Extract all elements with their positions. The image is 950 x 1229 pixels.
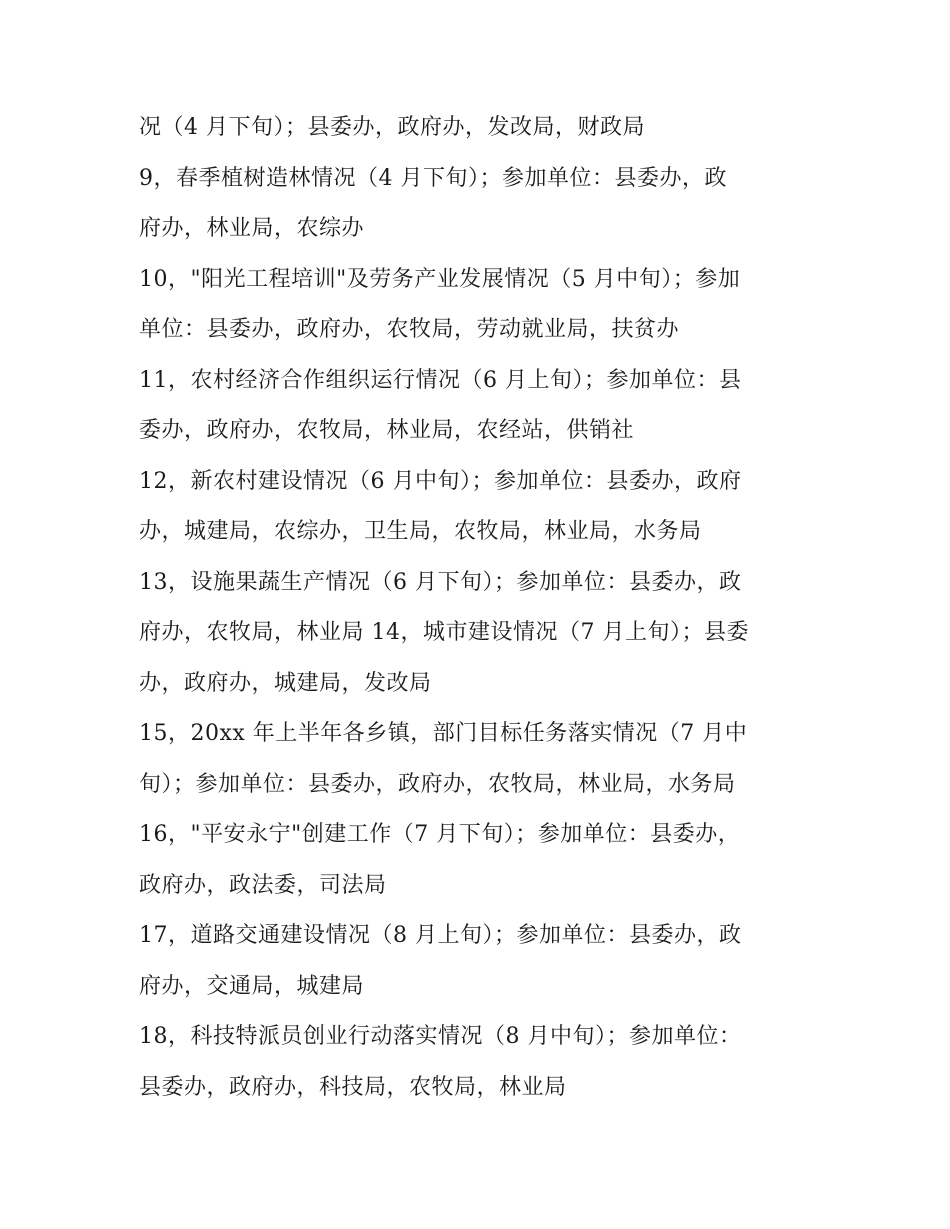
text-line: 办，政府办，城建局，发改局 (139, 670, 432, 696)
text-line: 府办，交通局，城建局 (139, 973, 365, 999)
text-line: 旬）；参加单位：县委办，政府办，农牧局，林业局，水务局 (139, 771, 736, 797)
text-line: 办，城建局，农综办，卫生局，农牧局，林业局，水务局 (139, 519, 702, 544)
text-line: 17，道路交通建设情况（8 月上旬）；参加单位：县委办，政 (139, 923, 742, 948)
text-line: 委办，政府办，农牧局，林业局，农经站，供销社 (139, 418, 635, 443)
text-line: 12，新农村建设情况（6 月中旬）；参加单位：县委办，政府 (139, 468, 742, 494)
text-line: 单位：县委办，政府办，农牧局，劳动就业局，扶贫办 (139, 317, 680, 342)
text-line: 9，春季植树造林情况（4 月下旬）；参加单位：县委办，政 (139, 165, 727, 191)
text-line: 况（4 月下旬）；县委办，政府办，发改局，财政局 (139, 115, 645, 140)
text-line: 府办，农牧局，林业局 14，城市建设情况（7 月上旬）；县委 (139, 620, 749, 645)
text-line: 10，"阳光工程培训"及劳务产业发展情况（5 月中旬）；参加 (139, 266, 741, 292)
text-line: 15，20xx 年上半年各乡镇，部门目标任务落实情况（7 月中 (139, 721, 748, 746)
document-body (139, 103, 839, 1113)
text-line: 13，设施果蔬生产情况（6 月下旬）；参加单位：县委办，政 (139, 569, 742, 595)
text-line: 政府办，政法委，司法局 (139, 872, 387, 898)
text-line: 县委办，政府办，科技局，农牧局，林业局 (139, 1074, 567, 1100)
text-line: 11，农村经济合作组织运行情况（6 月上旬）；参加单位：县 (139, 367, 742, 393)
text-line: 16，"平安永宁"创建工作（7 月下旬）；参加单位：县委办， (139, 822, 741, 847)
text-line: 18，科技特派员创业行动落实情况（8 月中旬）；参加单位： (139, 1024, 742, 1049)
text-line: 府办，林业局，农综办 (139, 216, 365, 241)
